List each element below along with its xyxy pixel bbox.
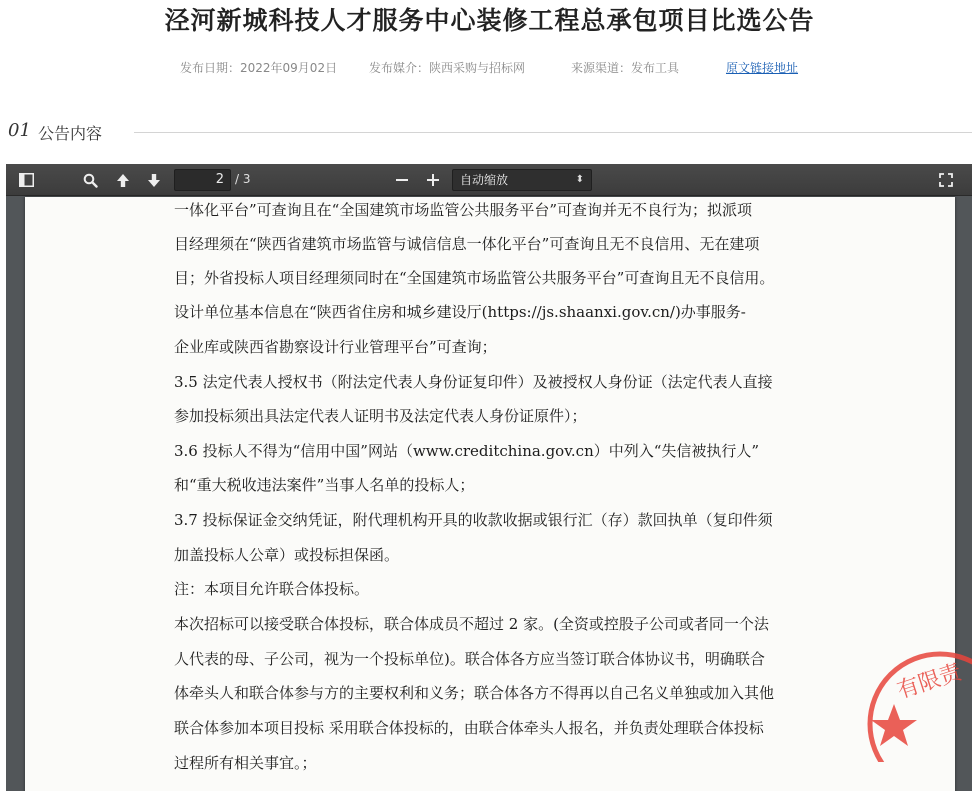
document-line: 3.5 法定代表人授权书（附法定代表人身份证复印件）及被授权人身份证（法定代表人直接 [174,373,773,391]
sidebar-toggle-icon[interactable] [14,168,38,192]
zoom-select-value: 自动缩放 [460,173,509,187]
source-channel: 来源渠道：发布工具 [571,61,680,75]
section-label: 公告内容 [38,124,103,143]
page-number-input[interactable]: 2 [174,169,231,191]
search-icon[interactable] [78,168,102,192]
document-line: 加盖投标人公章）或投标担保函。 [174,546,400,564]
arrow-up-icon[interactable] [111,168,135,192]
section-divider [134,132,972,133]
seal-stamp-text: 有限责 [894,659,965,705]
document-line: 人代表的母、子公司，视为一个投标单位)。联合体各方应当签订联合体协议书，明确联合 [174,650,765,668]
document-line: 企业库或陕西省勘察设计行业管理平台”可查询； [174,338,497,356]
source-link[interactable]: 原文链接地址 [726,61,799,75]
document-line: 本次招标可以接受联合体投标，联合体成员不超过 2 家。(全资或控股子公司或者同一个法 [174,615,769,633]
document-line: 体牵头人和联合体参与方的主要权利和义务；联合体各方不得再以自己名义单独或加入其他 [174,684,775,702]
document-line: 3.7 投标保证金交纳凭证，附代理机构开具的收款收据或银行汇（存）款回执单（复印件须 [174,511,773,529]
minus-icon[interactable] [390,168,414,192]
document-line: 设计单位基本信息在“陕西省住房和城乡建设厅(https://js.shaanxi.gov.cn/)办事服务- [174,303,746,321]
document-line: 和“重大税收违法案件”当事人名单的投标人； [174,476,475,494]
document-line: 注：本项目允许联合体投标。 [174,580,370,598]
publish-media: 发布媒介：陕西采购与招标网 [369,61,526,75]
article-meta [0,59,979,77]
seal-stamp-icon [858,642,972,762]
chevron-updown-icon: ⬍ [575,174,584,185]
plus-icon[interactable] [421,168,445,192]
document-line: 参加投标须出具法定代表人证明书及法定代表人身份证原件）； [174,407,587,425]
section-header [8,120,972,144]
pdf-toolbar [6,164,972,196]
page-title: 泾河新城科技人才服务中心装修工程总承包项目比选公告 [164,6,815,35]
publish-date: 发布日期：2022年09月02日 [180,61,338,75]
document-line: 3.6 投标人不得为“信用中国”网站（www.creditchina.gov.cn）中列入“失信被执行人” [174,442,760,460]
document-line: 目经理须在“陕西省建筑市场监管与诚信信息一体化平台”可查询且无不良信用、无在建项 [174,235,760,253]
section-number: 01 [8,120,31,141]
document-line: 目；外省投标人项目经理须同时在“全国建筑市场监管公共服务平台”可查询且无不良信用。 [174,269,775,287]
document-line: 联合体参加本项目投标 采用联合体投标的，由联合体牵头人报名，并负责处理联合体投标 [174,719,764,737]
pdf-viewer [6,164,972,791]
page-count: / 3 [235,172,251,186]
zoom-select[interactable] [452,169,592,191]
document-line: 过程所有相关事宜。； [174,754,317,772]
document-line: 一体化平台”可查询且在“全国建筑市场监管公共服务平台”可查询并无不良行为；拟派项 [174,201,753,219]
arrow-down-icon[interactable] [142,168,166,192]
fullscreen-icon[interactable] [934,168,958,192]
pdf-page [25,197,955,791]
